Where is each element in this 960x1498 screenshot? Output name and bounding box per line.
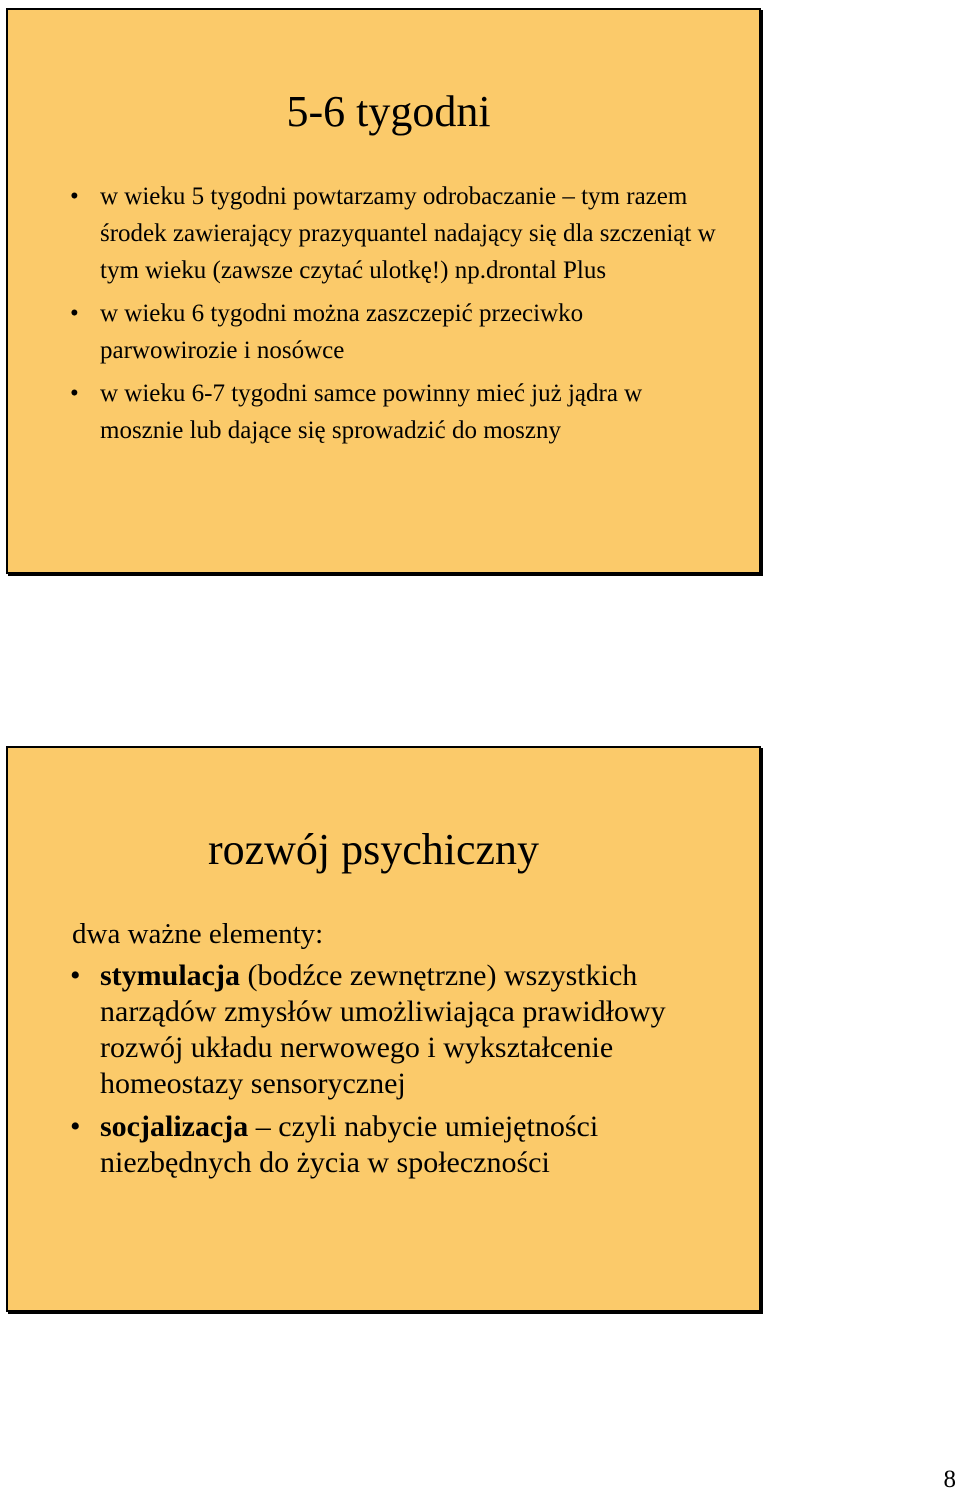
slide-2-bullet-text: (bodźce zewnętrzne) wszystkich narządów zmysłów umożliwiająca prawidłowy rozwój układu nerwowego i wykształcenie homeostazy sensorycznej: [100, 959, 666, 1100]
slide-1-bullet-text: w wieku 6-7 tygodni samce powinny mieć już jądra w mosznie lub dające się sprowadzić do moszny: [100, 380, 643, 444]
slide-2-bullet-keyword: stymulacja: [100, 959, 240, 992]
slide-2-bullet-keyword: socjalizacja: [100, 1110, 249, 1143]
slide-2-title: rozwój psychiczny: [207, 825, 540, 874]
slide-2: [6, 746, 761, 1312]
page-number: 8: [943, 1466, 956, 1493]
bullet-icon: •: [70, 1110, 81, 1143]
slide-1-bullet-item: [70, 375, 720, 449]
slide-2-intro: dwa ważne elementy:: [72, 918, 324, 950]
slide-1-bullet-list: [70, 178, 720, 455]
bullet-icon: •: [70, 183, 79, 210]
slide-2-bullet-item: [70, 958, 720, 1102]
bullet-icon: •: [70, 380, 79, 407]
slide-1-bullet-text: w wieku 5 tygodni powtarzamy odrobaczanie – tym razem środek zawierający prazyquantel nadający się dla szczeniąt w tym wieku (zawsze czytać ulotkę!) np.drontal Plus: [100, 183, 716, 284]
bullet-icon: •: [70, 300, 79, 327]
bullet-icon: •: [70, 959, 81, 992]
slide-1-title: 5-6 tygodni: [286, 87, 491, 136]
slide-1-bullet-item: [70, 178, 720, 289]
slide-2-bullet-list: [70, 958, 720, 1188]
slide-2-bullet-item: [70, 1109, 720, 1181]
slide-1: [6, 8, 761, 574]
slide-1-bullet-item: [70, 295, 720, 369]
slide-2-bullet-text: – czyli nabycie umiejętności niezbędnych do życia w społeczności: [100, 1110, 599, 1179]
slide-1-bullet-text: w wieku 6 tygodni można zaszczepić przeciwko parwowirozie i nosówce: [100, 300, 584, 364]
